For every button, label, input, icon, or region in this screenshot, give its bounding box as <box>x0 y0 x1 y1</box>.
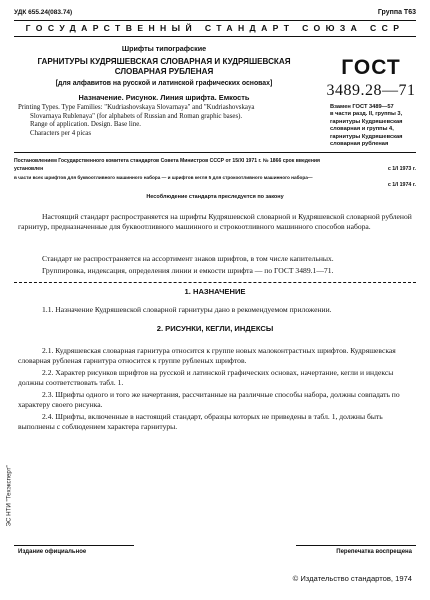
decree-date-2: с 1/I 1974 г. <box>387 182 416 188</box>
english-title-line: Range of application. Design. Base line. <box>30 121 141 129</box>
title-category: Шрифты типографские <box>121 44 207 53</box>
standard-banner: ГОСУДАРСТВЕННЫЙ СТАНДАРТ СОЮЗА ССР <box>25 23 405 33</box>
copyright: © Издательство стандартов, 1974 <box>292 574 412 583</box>
intro-paragraph: Стандарт не распространяется на ассортимент знаков шрифтов, в том числе капительных. <box>42 254 334 263</box>
replaced-line: гарнитуры Кудряшевская <box>330 133 403 140</box>
decree-line-1: Постановлением Государственного комитета стандартов Совета Министров СССР от 15/XI 1971 г. № 1866 срок введения <box>14 158 321 164</box>
replaced-standards <box>330 104 426 148</box>
header-bottom-rule <box>14 36 416 37</box>
title-line-2: СЛОВАРНАЯ РУБЛЕНАЯ <box>114 67 214 76</box>
section-1-heading: 1. НАЗНАЧЕНИЕ <box>184 287 246 296</box>
reprint-prohibited: Перепечатка воспрещена <box>336 549 412 555</box>
section-divider <box>14 282 416 283</box>
decree-date-1: с 1/I 1973 г. <box>387 166 416 172</box>
replaced-line: словарная и группы 4, <box>330 126 394 133</box>
official-edition: Издание официальное <box>18 549 87 555</box>
law-notice: Несоблюдение стандарта преследуется по закону <box>146 194 284 200</box>
udk-code: УДК 655.24(083.74) <box>14 9 73 16</box>
decree-top-rule <box>14 152 416 153</box>
section-1-paragraph: 1.1. Назначение Кудряшевской словарной гарнитуры дано в рекомендуемом приложении. <box>42 305 332 314</box>
intro-paragraph: Настоящий стандарт распространяется на шрифты Кудряшевской словарной и Кудряшевской словарной рубленой гарнитур, предназначенные для буквоотливного машинного и строкоотливного машинного способов набора. <box>18 212 412 232</box>
vertical-stamp: ЭС НТИ "Техэксперт" <box>5 465 13 527</box>
title-line-1: ГАРНИТУРЫ КУДРЯШЕВСКАЯ СЛОВАРНАЯ И КУДРЯШЕВСКАЯ <box>37 57 291 66</box>
section-2-heading: 2. РИСУНКИ, КЕГЛИ, ИНДЕКСЫ <box>156 324 274 333</box>
group-code: Группа Т63 <box>377 9 416 16</box>
decree-line-3: в части всех шрифтов для буквоотливного машинного набора — и шрифтов кегля 5 для строкоотливного машинного набора— <box>14 175 313 180</box>
footer-rule-left <box>14 545 134 546</box>
section-2-paragraph: 2.2. Характер рисунков шрифтов на русской и латинской графических основах, начертание, кегли и индексы должны соответствовать табл. 1. <box>18 368 394 388</box>
english-title <box>18 104 318 138</box>
replaced-line: Взамен ГОСТ 3489—57 <box>330 104 394 110</box>
english-title-line: Printing Types. Type Families: "Kudriashovskaya Slovarnaya" and "Kudriashovskaya <box>18 104 255 111</box>
english-title-line: Slovarnaya Rublenaya" (for alphabets of Russian and Roman graphic bases). <box>30 112 243 120</box>
english-title-line: Characters per 4 picas <box>30 129 92 137</box>
replaced-line: гарнитуры Кудряшевская <box>330 118 403 125</box>
title-line-3: [для алфавитов на русской и латинской графических основах] <box>55 80 273 87</box>
footer-rule-right <box>296 545 416 546</box>
section-2-paragraph: 2.4. Шрифты, включенные в настоящий стандарт, образцы которых не приведены в табл. 1, должны быть выполнены с соблюдением характера гарнитуры. <box>18 412 383 432</box>
replaced-line: в части разд. II, группы 3, <box>330 111 403 118</box>
header-top-rule <box>14 20 416 21</box>
decree-line-2: установлен <box>14 166 44 172</box>
replaced-line: словарная рубленая <box>330 141 389 148</box>
gost-label: ГОСТ <box>341 56 401 79</box>
title-line-4: Назначение. Рисунок. Линия шрифта. Емкость <box>78 93 250 102</box>
section-2-paragraph: 2.1. Кудряшевская словарная гарнитура относится к группе новых малоконтрастных шрифтов. Кудряшевская словарная рубленая гарнитура относится к группе рубленых шрифтов. <box>18 346 396 366</box>
section-2-paragraph: 2.3. Шрифты одного и того же начертания, рассчитанные на различные способы набора, должны совпадать по характеру своего рисунка. <box>18 390 400 410</box>
intro-paragraph: Группировка, индексация, определения линии и емкости шрифта — по ГОСТ 3489.1—71. <box>42 266 334 275</box>
gost-number: 3489.28—71 <box>326 82 416 99</box>
